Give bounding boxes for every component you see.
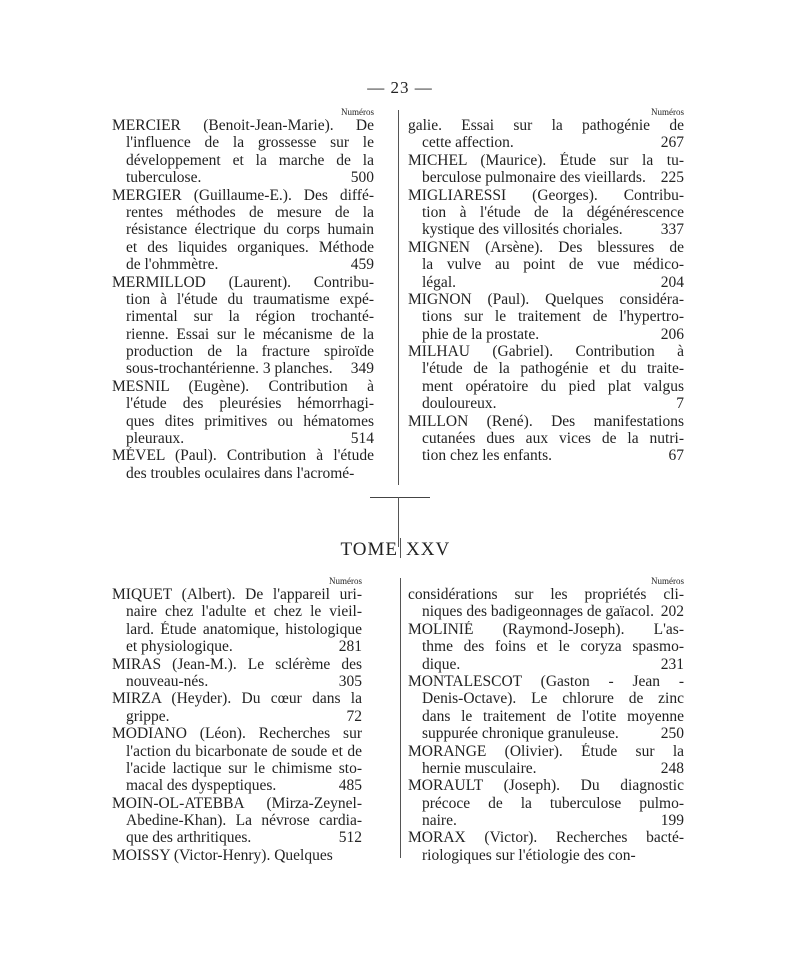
- entry-line: tion à l'étude de la dégénérescence: [422, 203, 684, 221]
- entry-line: MORANGE (Olivier). Étude sur la: [408, 742, 684, 760]
- entry-line: MERMILLOD (Laurent). Contribu-: [112, 273, 374, 291]
- entry-line: MODIANO (Léon). Recherches sur: [112, 725, 362, 743]
- entry-line: des troubles oculaires dans l'acromé-: [126, 464, 355, 482]
- entry-line: galie. Essai sur la pathogénie de: [408, 117, 684, 134]
- entry-number: 250: [655, 725, 684, 742]
- entry-line: de l'ohmmètre.: [126, 256, 219, 274]
- entry-line: dans le traitement de l'otite moyenne: [422, 707, 684, 725]
- entry-number: 204: [655, 274, 684, 291]
- column-divider: [398, 497, 399, 547]
- entry-number: 267: [655, 134, 684, 151]
- index-entry: [408, 829, 684, 864]
- entry-line: que des arthritiques.: [126, 829, 252, 847]
- entry-line: grippe.: [126, 707, 170, 725]
- column-header: Numéros: [651, 576, 684, 586]
- entry-line: MORAX (Victor). Recherches bacté-: [408, 829, 684, 847]
- entry-line: MILHAU (Gabriel). Contribution à: [408, 343, 684, 361]
- entry-number: 349: [345, 360, 374, 377]
- entry-line: MIGNEN (Arsène). Des blessures de: [408, 238, 684, 256]
- entry-line: thme des foins et le coryza spasmo-: [422, 638, 684, 656]
- index-entry: [408, 673, 684, 743]
- index-entry: [112, 447, 374, 482]
- index-entry: [112, 187, 374, 274]
- entry-line: cette affection.: [422, 134, 514, 152]
- entry-line: phie de la prostate.: [422, 325, 540, 343]
- entry-line: MERCIER (Benoit-Jean-Marie). De: [112, 117, 374, 134]
- entry-line: MÉVEL (Paul). Contribution à l'étude: [112, 447, 374, 465]
- entry-line: MIQUET (Albert). De l'appareil uri-: [112, 586, 362, 603]
- entry-number: 7: [670, 395, 684, 412]
- entry-line: l'étude de la pathogénie et du traite-: [422, 360, 684, 378]
- tome24-left-column: [112, 107, 374, 482]
- entry-line: MIGLIARESSI (Georges). Contribu-: [408, 186, 684, 204]
- index-entry: [112, 586, 362, 656]
- index-entry: [408, 777, 684, 829]
- entry-number: 281: [333, 638, 362, 655]
- index-entry: [408, 117, 684, 152]
- entry-line: résistance électrique du corps humain: [126, 221, 374, 239]
- tome25-left-column: [112, 576, 362, 864]
- entry-line: naire.: [422, 812, 457, 830]
- entry-line: l'acide lactique sur le chimisme sto-: [126, 759, 362, 777]
- entry-line: MILLON (René). Des manifestations: [408, 412, 684, 430]
- column-header: Numéros: [341, 107, 374, 117]
- entry-line: MORAULT (Joseph). Du diagnostic: [408, 777, 684, 795]
- entry-number: 305: [333, 673, 362, 690]
- entry-number: 459: [345, 256, 374, 273]
- entry-line: ques dites primitives ou hématomes: [126, 412, 374, 430]
- index-entry: [408, 743, 684, 778]
- entry-line: MICHEL (Maurice). Étude sur la tu-: [408, 151, 684, 169]
- entry-number: 514: [345, 430, 374, 447]
- entry-line: tion à l'étude du traumatisme expé-: [126, 290, 374, 308]
- section-divider: [370, 497, 430, 498]
- entry-number: 485: [333, 777, 362, 794]
- entry-line: Denis-Octave). Le chlorure de zinc: [422, 690, 684, 708]
- entry-line: naire chez l'adulte et chez le vieil-: [126, 603, 362, 621]
- entry-number: 72: [341, 708, 363, 725]
- index-entry: [112, 725, 362, 795]
- index-entry: [112, 847, 362, 864]
- entry-line: la vulve au point de vue médico-: [422, 256, 684, 274]
- entry-line: dique.: [422, 655, 461, 673]
- entry-line: riologiques sur l'étiologie des con-: [422, 846, 636, 864]
- entry-line: MIGNON (Paul). Quelques considéra-: [408, 290, 684, 308]
- index-entry: [408, 239, 684, 291]
- entry-line: légal.: [422, 273, 456, 291]
- index-entry: [112, 795, 362, 847]
- entry-number: 337: [655, 221, 684, 238]
- column-header: Numéros: [329, 576, 362, 586]
- index-entry: [408, 413, 684, 465]
- index-entry: [112, 656, 362, 691]
- index-entry: [408, 291, 684, 343]
- entry-line: lard. Étude anatomique, histologique: [126, 620, 362, 638]
- tome24-right-column: [408, 107, 684, 465]
- entry-line: MONTALESCOT (Gaston - Jean -: [408, 672, 684, 690]
- entry-number: 231: [655, 656, 684, 673]
- index-entry: [408, 187, 684, 239]
- tome25-right-column: [408, 576, 684, 864]
- entry-line: rienne. Essai sur le mécanisme de la: [126, 325, 374, 343]
- entry-line: précoce de la tuberculose pulmo-: [422, 794, 684, 812]
- entry-line: kystique des villosités choriales.: [422, 221, 623, 239]
- entry-line: l'étude des pleurésies hémorrhagi-: [126, 395, 374, 413]
- entry-number: 199: [655, 812, 684, 829]
- entry-line: Abedine-Khan). La névrose cardia-: [126, 812, 362, 830]
- entry-line: MOISSY (Victor-Henry). Quelques: [112, 846, 333, 864]
- entry-number: 248: [655, 760, 684, 777]
- entry-line: niques des badigeonnages de gaïacol.: [422, 603, 654, 621]
- entry-number: 225: [655, 169, 684, 186]
- entry-line: tions sur le traitement de l'hypertro-: [422, 308, 684, 326]
- entry-line: hernie musculaire.: [422, 759, 537, 777]
- index-entry: [408, 343, 684, 413]
- entry-line: douloureux.: [422, 395, 497, 413]
- column-divider: [400, 578, 401, 858]
- entry-line: MOIN-OL-ATEBBA (Mirza-Zeynel-: [112, 794, 362, 812]
- entry-line: production de la fracture spiroïde: [126, 343, 374, 361]
- entry-line: MIRAS (Jean-M.). Le sclérème des: [112, 655, 362, 673]
- entry-line: et physiologique.: [126, 638, 233, 656]
- entry-line: MOLINIÉ (Raymond-Joseph). L'as-: [408, 620, 684, 638]
- index-entry: [112, 690, 362, 725]
- entry-line: MERGIER (Guillaume-E.). Des diffé-: [112, 186, 374, 204]
- entry-line: rimental sur la région trochanté-: [126, 308, 374, 326]
- entry-line: et des liquides organiques. Méthode: [126, 238, 374, 256]
- index-entry: [408, 152, 684, 187]
- entry-line: rentes méthodes de mesure de la: [126, 203, 374, 221]
- entry-line: considérations sur les propriétés cli-: [408, 586, 684, 603]
- entry-line: macal des dyspeptiques.: [126, 777, 277, 795]
- entry-number: 202: [655, 603, 684, 620]
- index-entry: [112, 117, 374, 187]
- entry-line: MIRZA (Heyder). Du cœur dans la: [112, 690, 362, 708]
- index-entry: [408, 586, 684, 621]
- entry-number: 500: [345, 169, 374, 186]
- entry-line: cutanées dues aux vices de la nutri-: [422, 430, 684, 448]
- column-divider: [398, 110, 399, 485]
- index-entry: [112, 378, 374, 448]
- entry-number: 67: [663, 447, 685, 464]
- page-number: — 23 —: [367, 78, 433, 97]
- entry-line: nouveau-nés.: [126, 672, 209, 690]
- entry-line: tion chez les enfants.: [422, 447, 552, 465]
- entry-line: pleuraux.: [126, 430, 185, 448]
- entry-line: l'action du bicarbonate de soude et de: [126, 742, 362, 760]
- entry-line: sous-trochantérienne. 3 planches.: [126, 360, 333, 378]
- entry-line: berculose pulmonaire des vieillards.: [422, 169, 646, 187]
- column-header: Numéros: [651, 107, 684, 117]
- column-divider: [400, 538, 401, 558]
- entry-line: tuberculose.: [126, 169, 202, 187]
- entry-number: 206: [655, 326, 684, 343]
- entry-line: ment opératoire du pied plat valgus: [422, 377, 684, 395]
- entry-line: développement et la marche de la: [126, 151, 374, 169]
- index-entry: [408, 621, 684, 673]
- entry-line: MESNIL (Eugène). Contribution à: [112, 377, 374, 395]
- entry-number: 512: [333, 829, 362, 846]
- entry-line: l'influence de la grossesse sur le: [126, 134, 374, 152]
- index-entry: [112, 274, 374, 378]
- entry-line: suppurée chronique granuleuse.: [422, 725, 619, 743]
